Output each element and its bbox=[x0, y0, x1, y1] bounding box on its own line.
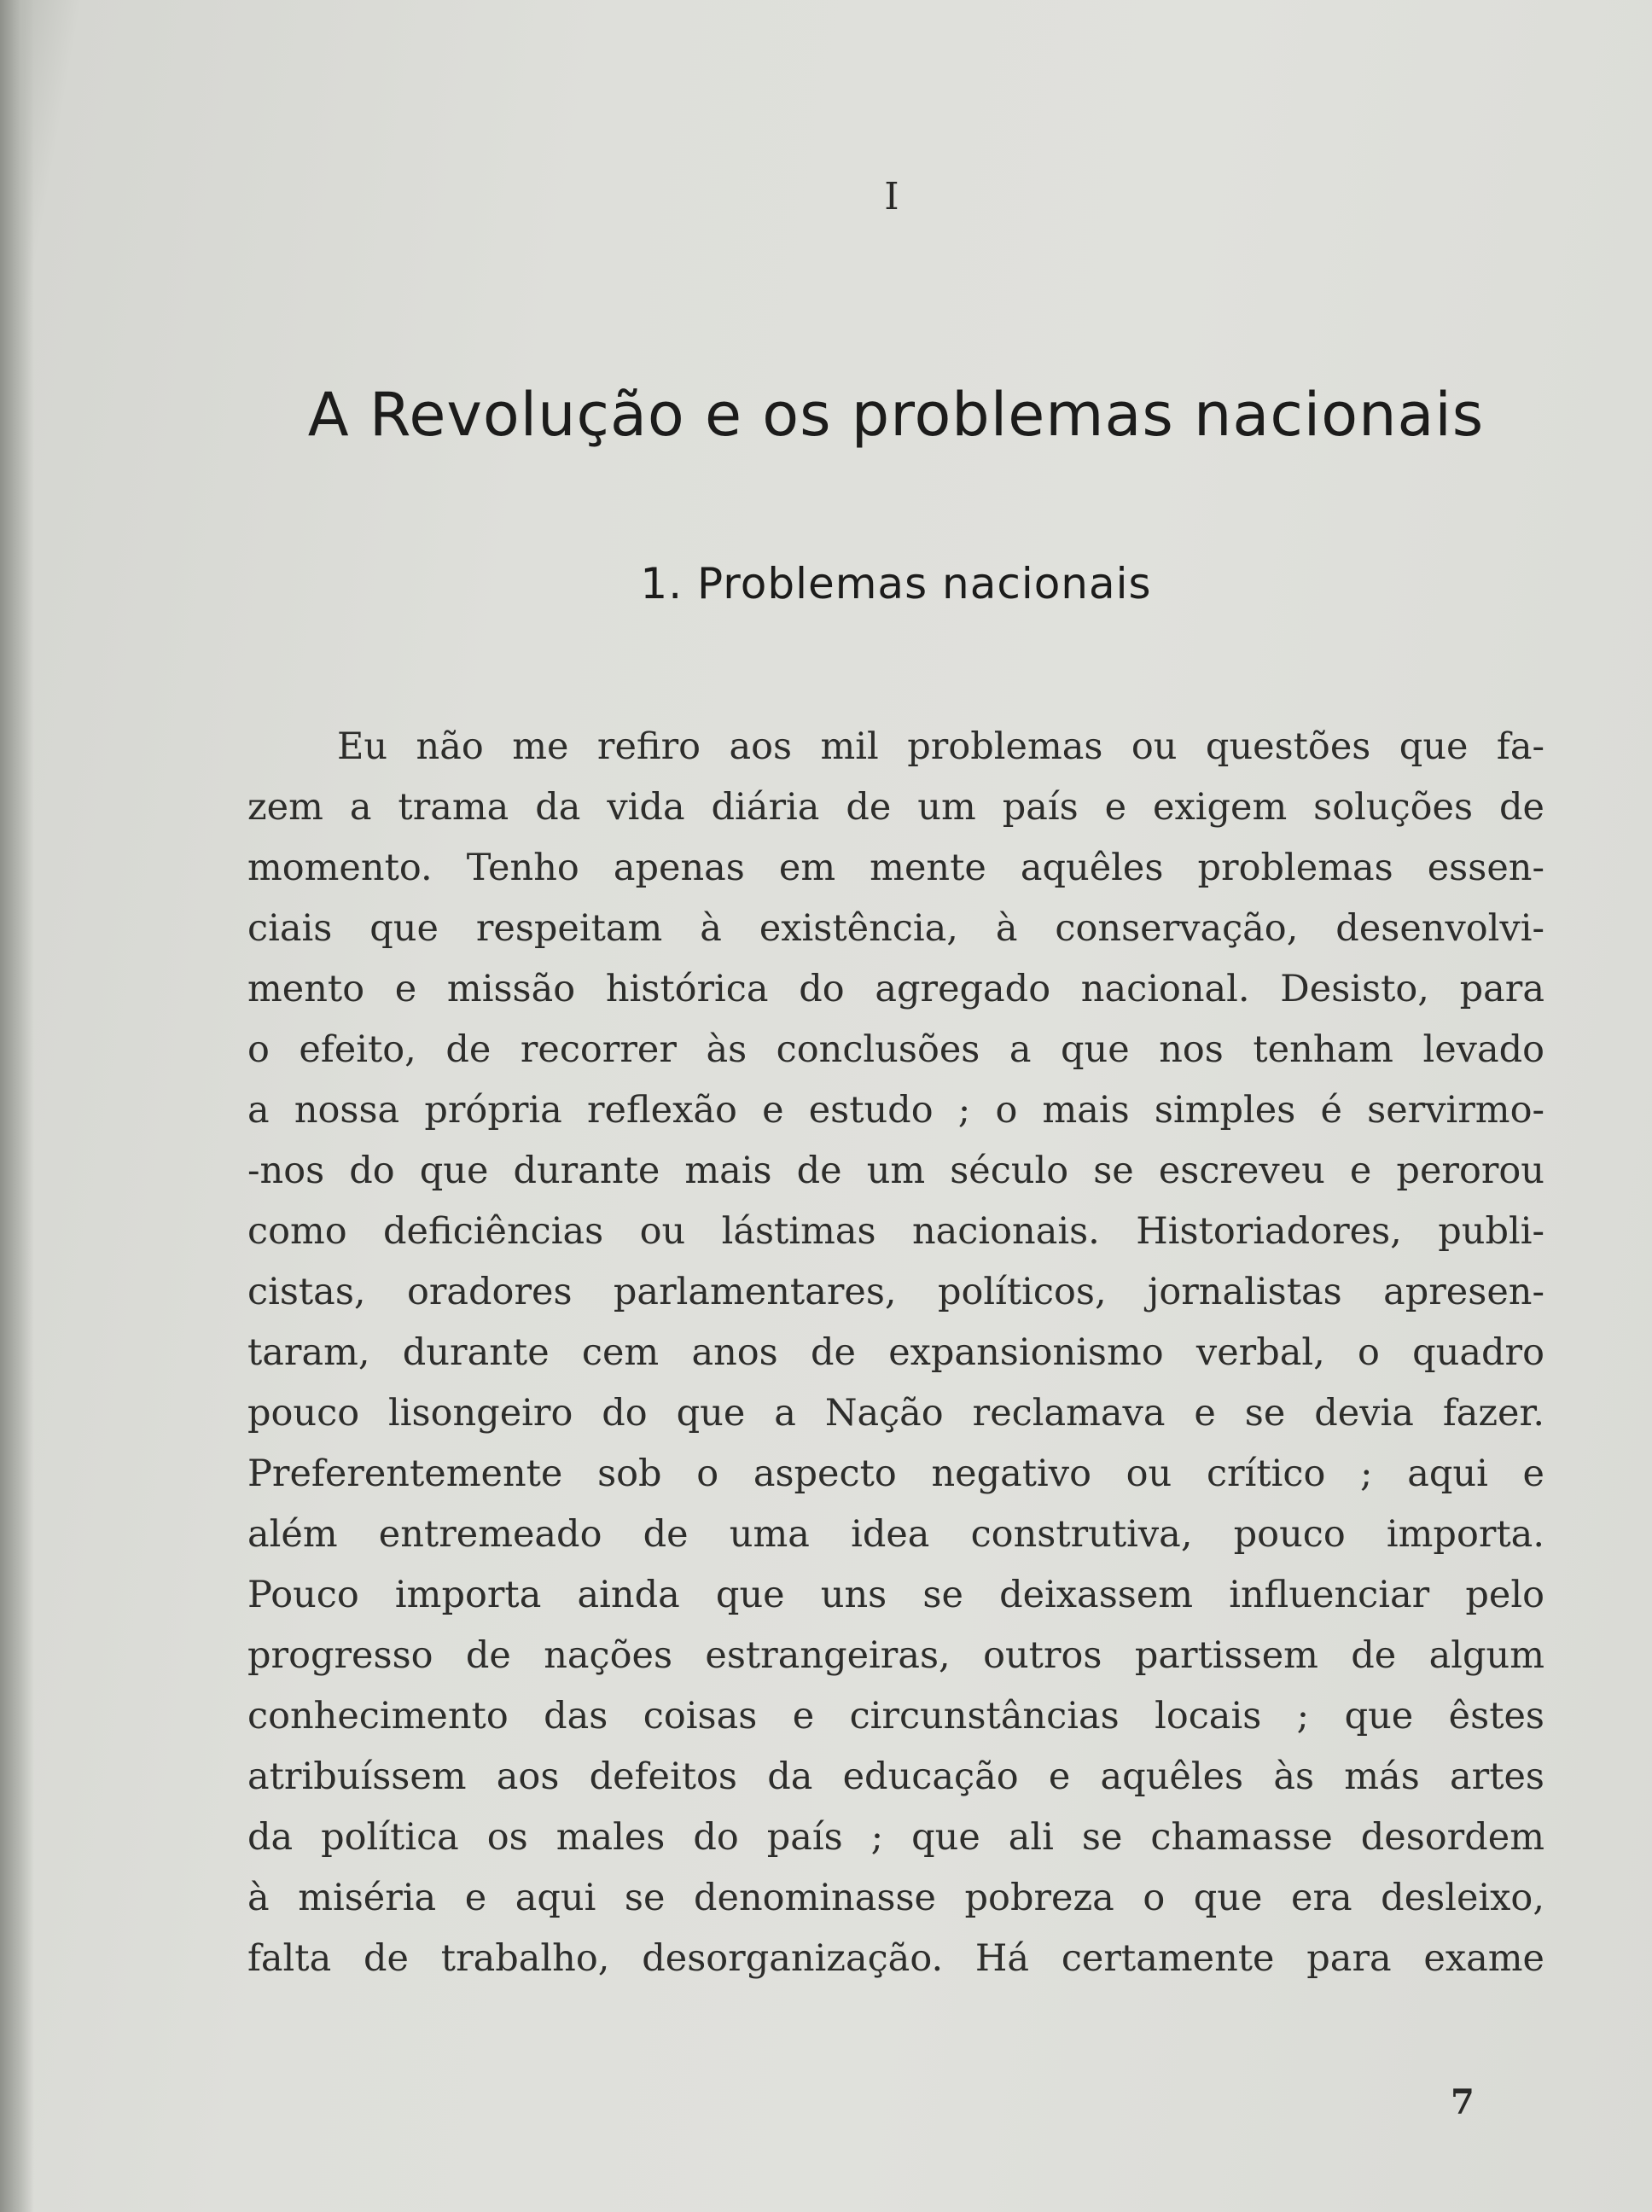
body-line: momento. Tenho apenas em mente aquêles problemas essen- bbox=[247, 847, 1544, 889]
body-line: Preferentemente sob o aspecto negativo ou crítico ; aqui e bbox=[247, 1452, 1544, 1495]
chapter-title: A Revolução e os problemas nacionais bbox=[307, 380, 1485, 450]
body-line: da política os males do país ; que ali se chamasse desordem bbox=[247, 1816, 1544, 1859]
body-line: falta de trabalho, desorganização. Há certamente para exame bbox=[247, 1937, 1544, 1980]
page-number: 7 bbox=[1451, 2082, 1475, 2122]
body-line: pouco lisongeiro do que a Nação reclamava e se devia fazer. bbox=[247, 1392, 1544, 1435]
body-line: -nos do que durante mais de um século se escreveu e perorou bbox=[247, 1150, 1544, 1192]
body-line: Eu não me refiro aos mil problemas ou questões que fa- bbox=[337, 725, 1544, 768]
body-line: o efeito, de recorrer às conclusões a que nos tenham levado bbox=[247, 1028, 1544, 1071]
body-line: mento e missão histórica do agregado nacional. Desisto, para bbox=[247, 968, 1544, 1010]
body-line: cistas, oradores parlamentares, políticos, jornalistas apresen- bbox=[247, 1271, 1544, 1313]
chapter-numeral: I bbox=[884, 175, 899, 218]
body-line: Pouco importa ainda que uns se deixassem influenciar pelo bbox=[247, 1574, 1544, 1616]
body-line: à miséria e aqui se denominasse pobreza o que era desleixo, bbox=[247, 1877, 1544, 1919]
spine-shadow bbox=[0, 0, 34, 2212]
body-line: taram, durante cem anos de expansionismo verbal, o quadro bbox=[247, 1331, 1544, 1374]
body-line: progresso de nações estrangeiras, outros partissem de algum bbox=[247, 1634, 1544, 1677]
body-line: a nossa própria reflexão e estudo ; o mais simples é servirmo- bbox=[247, 1089, 1544, 1132]
body-text bbox=[247, 717, 1544, 1989]
section-title: 1. Problemas nacionais bbox=[640, 559, 1152, 608]
body-line: além entremeado de uma idea construtiva, pouco importa. bbox=[247, 1513, 1544, 1556]
body-line: conhecimento das coisas e circunstâncias locais ; que êstes bbox=[247, 1695, 1544, 1738]
body-line: como deficiências ou lástimas nacionais. Historiadores, publi- bbox=[247, 1210, 1544, 1253]
body-line: atribuíssem aos defeitos da educação e aquêles às más artes bbox=[247, 1755, 1544, 1798]
body-line: zem a trama da vida diária de um país e exigem soluções de bbox=[247, 786, 1544, 829]
body-line: ciais que respeitam à existência, à conservação, desenvolvi- bbox=[247, 907, 1544, 950]
